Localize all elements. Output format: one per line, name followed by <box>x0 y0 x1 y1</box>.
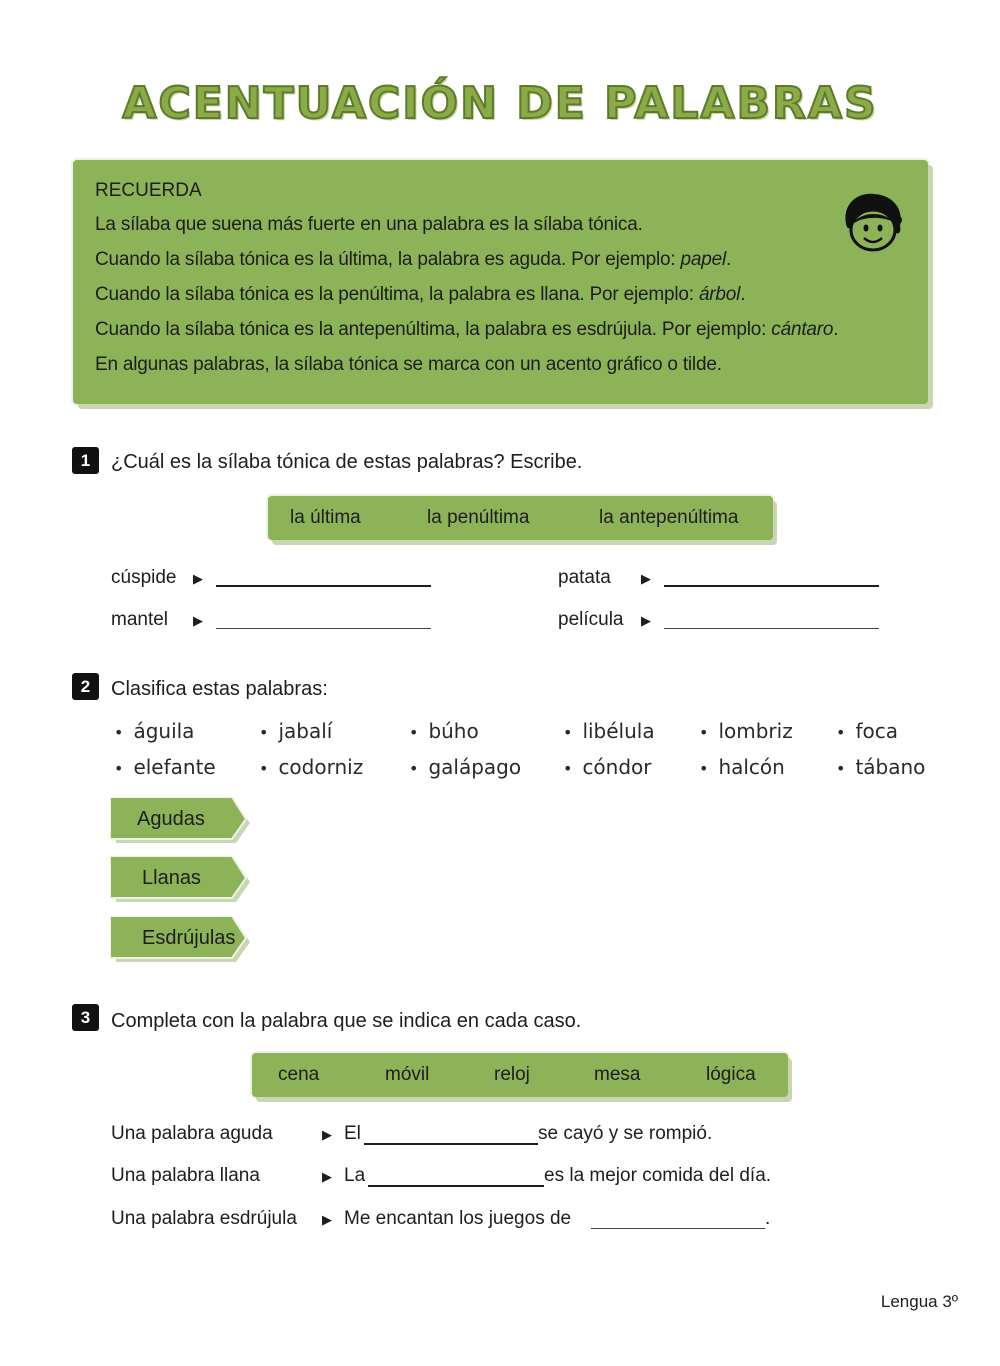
arrow-icon: ▶ <box>641 571 651 586</box>
option-word: lógica <box>706 1064 756 1085</box>
word-item: • búho <box>409 719 479 743</box>
category-tag-esdrujulas: Esdrújulas <box>110 916 250 962</box>
row-label: Una palabra aguda <box>111 1123 273 1144</box>
arrow-icon: ▶ <box>322 1169 332 1184</box>
sentence-end: se cayó y se rompió. <box>538 1123 713 1144</box>
word-item: • galápago <box>409 755 522 779</box>
arrow-icon: ▶ <box>322 1127 332 1142</box>
answer-blank[interactable] <box>368 1185 544 1187</box>
sentence-start: El <box>344 1123 361 1144</box>
answer-blank[interactable] <box>216 585 431 587</box>
answer-blank[interactable] <box>591 1228 765 1229</box>
word-label: película <box>558 609 624 630</box>
option-word: mesa <box>594 1064 641 1085</box>
word-label: mantel <box>111 609 169 630</box>
word-item: • tábano <box>836 755 926 779</box>
recuerda-line: La sílaba que suena más fuerte en una palabra es la sílaba tónica. <box>95 214 643 235</box>
footer-label: Lengua 3º <box>880 1292 958 1311</box>
recuerda-line: En algunas palabras, la sílaba tónica se marca con un acento gráfico o tilde. <box>95 354 722 375</box>
option-word: la penúltima <box>427 507 530 528</box>
word-label: cúspide <box>111 567 177 588</box>
word-item: • libélula <box>563 719 655 743</box>
answer-blank[interactable] <box>664 585 879 587</box>
option-word: la antepenúltima <box>599 507 739 528</box>
page-title: ACENTUACIÓN DE PALABRAS <box>122 78 878 129</box>
sentence-start: La <box>344 1165 366 1186</box>
option-word: reloj <box>494 1064 530 1085</box>
arrow-icon: ▶ <box>322 1212 332 1227</box>
recuerda-line: Cuando la sílaba tónica es la última, la palabra es aguda. Por ejemplo: papel. <box>95 249 732 270</box>
word-item: • elefante <box>114 755 216 779</box>
row-label: Una palabra llana <box>111 1165 260 1186</box>
exercise-1-question: ¿Cuál es la sílaba tónica de estas palabras? Escribe. <box>111 451 583 473</box>
sentence-end: es la mejor comida del día. <box>544 1165 772 1186</box>
recuerda-heading: RECUERDA <box>95 180 202 201</box>
exercise-2-number: 2 <box>72 673 99 700</box>
word-item: • lombriz <box>699 719 793 743</box>
answer-blank[interactable] <box>216 628 431 629</box>
word-item: • jabalí <box>259 719 333 743</box>
arrow-icon: ▶ <box>193 613 203 628</box>
word-item: • cóndor <box>563 755 652 779</box>
exercise-2-instruction: Clasifica estas palabras: <box>111 678 328 700</box>
exercise-1-number: 1 <box>72 447 99 474</box>
arrow-icon: ▶ <box>641 613 651 628</box>
exercise-3-options-bar <box>252 1053 788 1097</box>
word-item: • codorniz <box>259 755 364 779</box>
recuerda-line: Cuando la sílaba tónica es la penúltima, la palabra es llana. Por ejemplo: árbol. <box>95 284 746 305</box>
word-item: • foca <box>836 719 898 743</box>
word-item: • halcón <box>699 755 785 779</box>
category-tag-llanas: Llanas <box>110 856 250 902</box>
exercise-3-number: 3 <box>72 1004 99 1031</box>
answer-blank[interactable] <box>364 1143 538 1145</box>
category-tag-agudas: Agudas <box>110 797 250 843</box>
option-word: móvil <box>385 1064 430 1085</box>
sentence-start: Me encantan los juegos de <box>344 1208 572 1229</box>
exercise-3-instruction: Completa con la palabra que se indica en cada caso. <box>111 1010 582 1032</box>
arrow-icon: ▶ <box>193 571 203 586</box>
option-word: cena <box>278 1064 320 1085</box>
sentence-end: . <box>765 1208 771 1229</box>
exercise-1-options-bar <box>268 496 773 540</box>
answer-blank[interactable] <box>664 628 879 629</box>
option-word: la última <box>290 507 361 528</box>
girl-face-icon <box>836 190 908 254</box>
word-label: patata <box>558 567 611 588</box>
word-item: • águila <box>114 719 195 743</box>
recuerda-box <box>73 160 928 404</box>
row-label: Una palabra esdrújula <box>111 1208 297 1229</box>
recuerda-line: Cuando la sílaba tónica es la antepenúltima, la palabra es esdrújula. Por ejemplo: cántaro. <box>95 319 839 340</box>
